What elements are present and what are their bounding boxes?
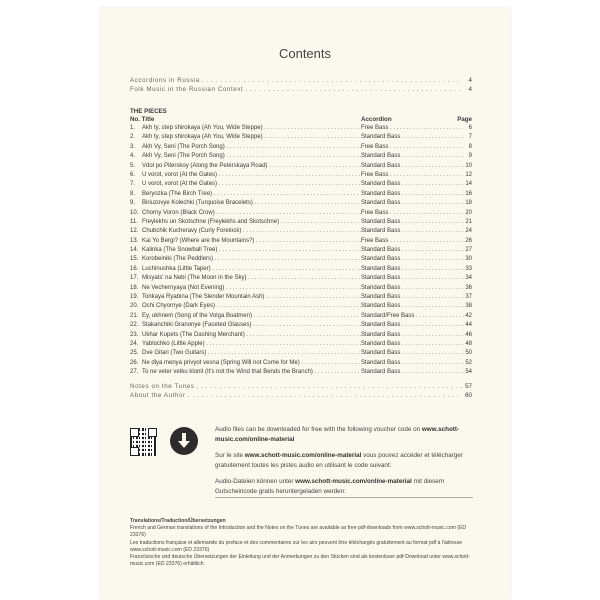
voucher-code-line: [215, 497, 473, 498]
toc-entry-label: Notes on the Tunes: [130, 383, 195, 390]
table-row[interactable]: [130, 152, 472, 161]
piece-page: 18: [464, 199, 472, 208]
table-row[interactable]: [130, 237, 472, 246]
piece-number: 7.: [130, 181, 136, 188]
piece-number: 13.: [130, 237, 139, 244]
piece-accordion: Standard Bass . . .: [361, 293, 464, 302]
translations-en: French and German translations of the Introduction and the Notes on the Tunes are available as free pdf-downloads from www.schott-music.com (ED 23376): [130, 525, 467, 539]
audio-url-fr[interactable]: www.schott-music.com/online-material: [244, 452, 362, 460]
piece-title: Freylekhs un Skotschne (Freylekhs and Skotschne) . . .: [142, 218, 361, 227]
translations-note: [130, 518, 472, 568]
piece-title: Akh ty, step shirokaya (Ah You, Wide Steppe) . . .: [142, 124, 361, 133]
piece-number: 1.: [130, 125, 136, 131]
toc-entry-page: 4: [468, 77, 472, 84]
piece-number: 5.: [130, 162, 136, 169]
piece-accordion: Free Bass . . .: [361, 124, 464, 133]
piece-page: 9: [468, 152, 472, 161]
piece-page: 42: [464, 312, 472, 321]
piece-page: 44: [464, 321, 472, 330]
piece-title: Akh Vy, Seni (The Porch Song) . . .: [142, 152, 361, 161]
table-row[interactable]: [130, 218, 472, 227]
piece-accordion: Standard Bass . . .: [361, 162, 464, 171]
table-row[interactable]: [130, 190, 472, 199]
table-row[interactable]: [130, 331, 472, 340]
extra-list: [130, 382, 472, 400]
piece-accordion: Standard Bass . . .: [361, 227, 464, 236]
piece-number: 23.: [130, 331, 139, 338]
piece-title: Stakanchiki Granonye (Faceted Glasses) . . .: [142, 321, 361, 330]
piece-page: 54: [464, 368, 472, 377]
piece-title: Yablochko (Little Apple) . . .: [142, 340, 361, 349]
piece-number: 3.: [130, 143, 136, 150]
piece-number: 27.: [130, 369, 139, 376]
table-row[interactable]: [130, 199, 472, 208]
table-row[interactable]: [130, 302, 472, 311]
col-no-title: No. Title: [130, 116, 155, 123]
piece-page: 7: [468, 133, 472, 142]
piece-title: U vorot, vorot (At the Gates) . . .: [142, 180, 361, 189]
piece-title: Dve Gitari (Two Guitars) . . .: [142, 349, 361, 358]
piece-number: 11.: [130, 218, 138, 225]
toc-entry-label: Folk Music in the Russian Context: [130, 86, 244, 93]
table-row[interactable]: [130, 284, 472, 293]
piece-page: 30: [464, 255, 472, 264]
table-row[interactable]: [130, 255, 472, 264]
piece-title: Ochi Chyornye (Dark Eyes) . . .: [142, 302, 361, 311]
piece-page: 46: [464, 331, 472, 340]
piece-number: 9.: [130, 200, 136, 207]
piece-title: Ne dlya menya privyot vesna (Spring Will not Come for Me) . . .: [142, 359, 361, 368]
piece-page: 38: [464, 302, 472, 311]
table-row[interactable]: [130, 368, 472, 377]
col-page: Page: [457, 116, 472, 123]
table-row[interactable]: [130, 265, 472, 274]
piece-accordion: Free Bass . . .: [361, 171, 464, 180]
audio-url-de[interactable]: www.schott-music.com/online-material: [295, 478, 412, 486]
pieces-header-row: [130, 116, 472, 124]
piece-page: 26: [464, 237, 472, 246]
pieces-heading: THE PIECES: [130, 108, 167, 115]
audio-url-en[interactable]: www.schott-music.com/online-material: [215, 426, 460, 443]
piece-number: 26.: [130, 359, 139, 366]
piece-accordion: Standard Bass . . .: [361, 246, 464, 255]
piece-accordion: Standard Bass . . .: [361, 284, 464, 293]
piece-title: Biriuzovye Kolechki (Turquoise Bracelets) . . .: [142, 199, 361, 208]
piece-number: 2.: [130, 134, 136, 141]
table-row[interactable]: [130, 349, 472, 358]
piece-title: Vdol po Piterskoy (Along the Peterskaya Road) . . .: [142, 162, 361, 171]
piece-title: To ne veter vetku klonit (It's not the Wind that Bends the Branch) . . .: [142, 368, 361, 377]
toc-entry[interactable]: [130, 391, 472, 400]
piece-number: 21.: [130, 312, 139, 319]
piece-page: 16: [464, 190, 472, 199]
piece-title: Korobeiniki (The Peddlers) . . .: [142, 255, 361, 264]
piece-title: Ukhar Kupets (The Dashing Merchant) . . .: [142, 331, 361, 340]
table-row[interactable]: [130, 209, 472, 218]
piece-page: 21: [464, 218, 472, 227]
table-row[interactable]: [130, 133, 472, 142]
piece-page: 24: [464, 227, 472, 236]
piece-title: Akh Vy, Seni (The Porch Song) . . .: [142, 143, 361, 152]
piece-number: 14.: [130, 247, 139, 254]
piece-page: 6: [468, 124, 472, 133]
table-row[interactable]: [130, 293, 472, 302]
table-row[interactable]: [130, 359, 472, 368]
table-row[interactable]: [130, 124, 472, 133]
piece-title: Tonkaya Ryabina (The Slender Mountain Ash) . . .: [142, 293, 361, 302]
piece-accordion: Standard Bass . . .: [361, 274, 464, 283]
piece-number: 4.: [130, 153, 136, 160]
piece-page: 20: [464, 209, 472, 218]
toc-entry-page: 60: [465, 392, 472, 399]
piece-title: Misyats' na Nebi (The Moon in the Sky) . . .: [142, 274, 361, 283]
piece-page: 37: [464, 293, 472, 302]
translations-de: Französische und deutsche Übersetzungen der Einleitung und der Anmerkungen zu den Stücken sind als kostenloser pdf-Download unter www.schott-music.com (ED 23376) erhältlich: [130, 554, 470, 568]
piece-accordion: Standard Bass . . .: [361, 265, 464, 274]
piece-number: 20.: [130, 303, 139, 310]
table-row[interactable]: [130, 321, 472, 330]
table-row[interactable]: [130, 227, 472, 236]
piece-page: 52: [464, 359, 472, 368]
audio-text-de: Audio-Dateien können unter www.schott-music.com/online-material mit diesem Gutscheincode gratis heruntergeladen werden:: [215, 478, 445, 495]
piece-accordion: Standard Bass . . .: [361, 133, 464, 142]
page-title: Contents: [278, 46, 332, 61]
piece-page: 33: [464, 265, 472, 274]
piece-accordion: Standard Bass . . .: [361, 152, 464, 161]
piece-accordion: Standard/Free Bass . . .: [361, 312, 464, 321]
piece-title: Chubchik Kucheravy (Curly Forelock) . . .: [142, 227, 361, 236]
piece-page: 48: [464, 340, 472, 349]
piece-number: 10.: [130, 209, 139, 216]
download-icon[interactable]: [170, 427, 198, 455]
piece-number: 18.: [130, 284, 139, 291]
piece-page: 34: [464, 274, 472, 283]
table-row[interactable]: [130, 312, 472, 321]
piece-accordion: Standard Bass . . .: [361, 340, 464, 349]
piece-title: Beryozka (The Birch Tree) . . .: [142, 190, 361, 199]
piece-title: Kai Yo Bergi? (Where are the Mountains?) . . .: [142, 237, 361, 246]
piece-accordion: Standard Bass . . .: [361, 302, 464, 311]
piece-accordion: Free Bass . . .: [361, 209, 464, 218]
intro-list: [130, 76, 472, 94]
piece-page: 12: [464, 171, 472, 180]
toc-entry[interactable]: [130, 76, 472, 85]
piece-accordion: Standard Bass . . .: [361, 218, 464, 227]
toc-entry[interactable]: [130, 85, 472, 94]
piece-page: 10: [464, 162, 472, 171]
piece-accordion: Standard Bass . . .: [361, 359, 464, 368]
pieces-table: [130, 108, 472, 378]
audio-text-en: Audio files can be downloaded for free with the following voucher code on www.schott-music.com/online-material: [215, 426, 460, 443]
col-accordion: Accordion: [361, 116, 392, 123]
piece-number: 25.: [130, 350, 139, 357]
piece-number: 6.: [130, 171, 136, 178]
piece-accordion: Free Bass . . .: [361, 143, 464, 152]
piece-page: 36: [464, 284, 472, 293]
table-row[interactable]: [130, 143, 472, 152]
piece-title: Kalinka (The Snowball Tree) . . .: [142, 246, 361, 255]
piece-number: 17.: [130, 275, 139, 282]
piece-number: 15.: [130, 256, 139, 263]
piece-number: 22.: [130, 322, 139, 329]
audio-text-fr: Sur le site www.schott-music.com/online-material vous pouvez accéder et télécharger gratuitement toutes les pistes audio en utilisant le code suivant:: [215, 452, 463, 469]
document-page: [100, 8, 510, 600]
piece-number: 16.: [130, 265, 139, 272]
piece-accordion: Standard Bass . . .: [361, 331, 464, 340]
translations-fr: Les traductions française et allemande du preface et des commentaires sur les airs peuvent être téléchargés gratuitement au format pdf à l'adresse www.schott-music.com (ED 23376): [130, 539, 462, 553]
toc-entry[interactable]: [130, 382, 472, 391]
piece-accordion: Standard Bass . . .: [361, 349, 464, 358]
toc-entry-label: Accordions in Russia: [130, 77, 200, 84]
piece-page: 27: [464, 246, 472, 255]
piece-page: 14: [464, 180, 472, 189]
piece-title: Ne Vechernyaya (Not Evening) . . .: [142, 284, 361, 293]
piece-page: 50: [464, 349, 472, 358]
toc-entry-page: 57: [465, 383, 472, 390]
toc-entry-label: About the Author: [130, 392, 186, 399]
pieces-rows: [130, 124, 472, 378]
table-row[interactable]: [130, 246, 472, 255]
piece-title: Ey, ukhnem (Song of the Volga Boatmen) . . .: [142, 312, 361, 321]
piece-accordion: Standard Bass . . .: [361, 190, 464, 199]
piece-title: U vorot, vorot (At the Gates) . . .: [142, 171, 361, 180]
piece-accordion: Standard Bass . . .: [361, 180, 464, 189]
translations-heading: Translations/Traduction/Übersetzungen: [130, 518, 226, 524]
piece-accordion: Standard Bass . . .: [361, 321, 464, 330]
table-row[interactable]: [130, 171, 472, 180]
piece-number: 19.: [130, 294, 139, 301]
piece-number: 24.: [130, 340, 139, 347]
qr-code-icon[interactable]: [130, 428, 157, 456]
piece-accordion: Standard Bass . . .: [361, 199, 464, 208]
piece-number: 8.: [130, 190, 136, 197]
piece-accordion: Free Bass . . .: [361, 237, 464, 246]
table-row[interactable]: [130, 340, 472, 349]
table-row[interactable]: [130, 162, 472, 171]
piece-title: Chorny Voron (Black Crow) . . .: [142, 209, 361, 218]
piece-number: 12.: [130, 228, 139, 235]
piece-title: Luchinushka (Little Taper) . . .: [142, 265, 361, 274]
piece-accordion: Standard Bass . . .: [361, 255, 464, 264]
table-row[interactable]: [130, 274, 472, 283]
table-row[interactable]: [130, 180, 472, 189]
piece-accordion: Standard Bass . . .: [361, 368, 464, 377]
audio-download-info: [215, 425, 472, 504]
piece-page: 8: [468, 143, 472, 152]
toc-entry-page: 4: [468, 86, 472, 93]
piece-title: Akh ty, step shirokaya (Ah You, Wide Steppe) . . .: [142, 133, 361, 142]
